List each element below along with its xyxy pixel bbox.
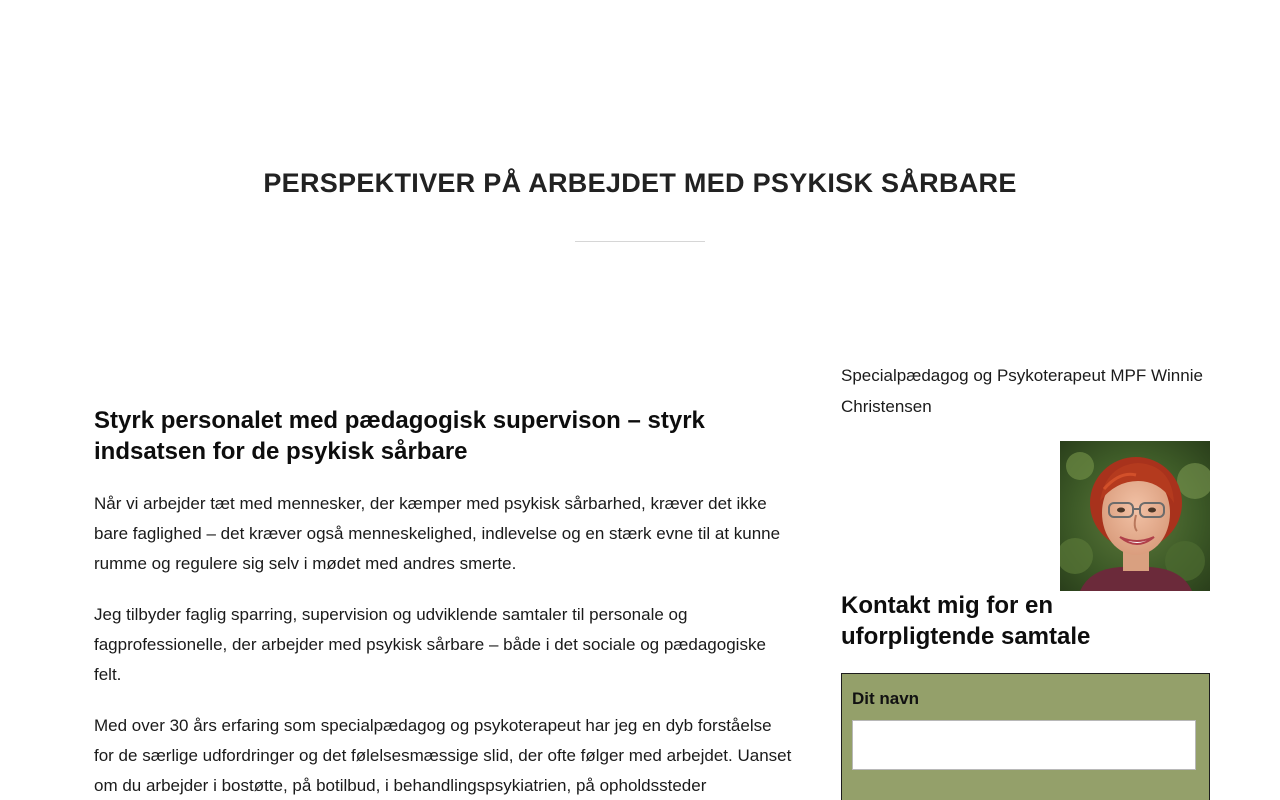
main-content [94, 405, 794, 800]
article-paragraph-2: Jeg tilbyder faglig sparring, supervision og udviklende samtaler til personale og fagprofessionelle, der arbejder med psykisk sårbare – både i det sociale og pædagogiske felt. [94, 605, 766, 684]
article-heading: Styrk personalet med pædagogisk supervison – styrk indsatsen for de psykisk sårbare [94, 407, 705, 465]
portrait-caption: Specialpædagog og Psykoterapeut MPF Winnie Christensen [841, 366, 1203, 416]
title-divider [575, 241, 705, 242]
article-paragraph-1: Når vi arbejder tæt med mennesker, der kæmper med psykisk sårbarhed, kræver det ikke bare faglighed – det kræver også menneskelighed, indlevelse og en stærk evne til at kunne rumme og regulere sig selv i mødet med andres smerte. [94, 494, 781, 573]
portrait-photo [1060, 441, 1210, 591]
sidebar [841, 360, 1210, 708]
contact-form [841, 673, 1210, 800]
name-label: Dit navn [852, 689, 920, 708]
portrait-image [1060, 441, 1210, 591]
page-title: PERSPEKTIVER PÅ ARBEJDET MED PSYKISK SÅRBARE [263, 168, 1017, 198]
contact-heading: Kontakt mig for en uforpligtende samtale [841, 592, 1091, 650]
article-paragraph-3: Med over 30 års erfaring som specialpædagog og psykoterapeut har jeg en dyb forståelse for de særlige udfordringer og det følelsesmæssige slid, der ofte følger med arbejdet. Uanset om du arbejder i bostøtte, på botilbud, i behandlingspsykiatrien, på opholdssteder [94, 716, 792, 795]
name-input[interactable] [852, 720, 1196, 770]
